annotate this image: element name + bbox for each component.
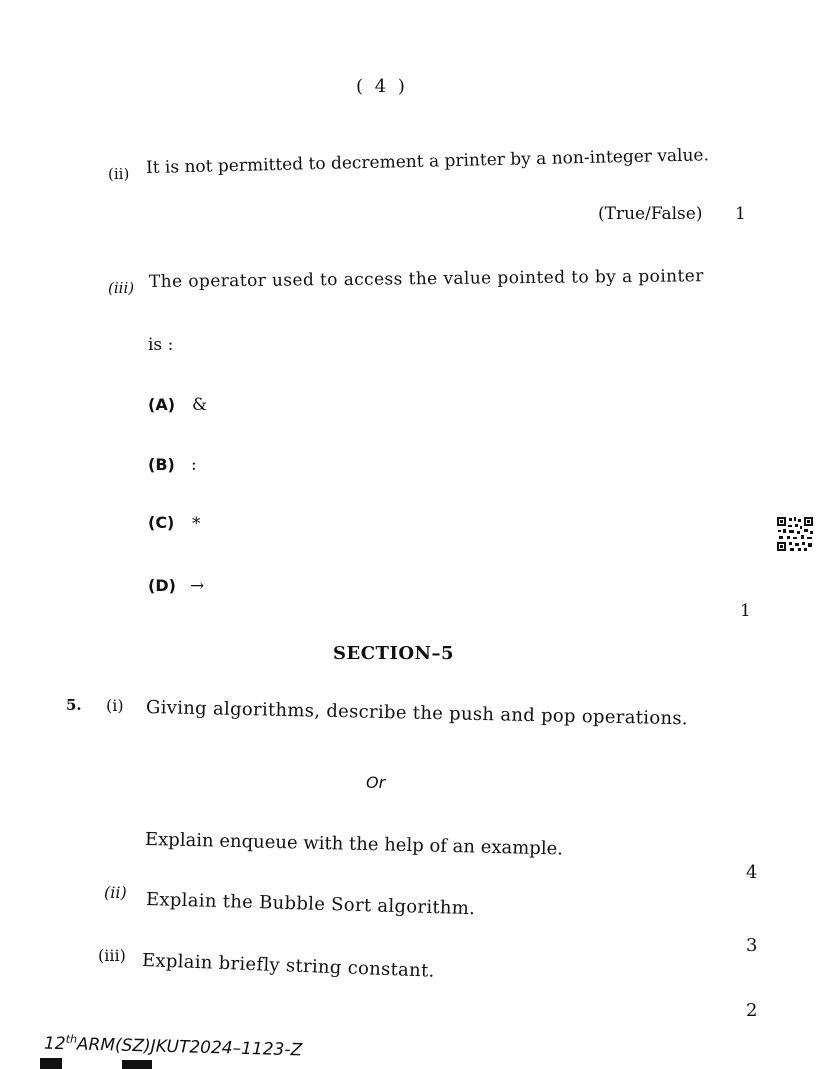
question-5-iii-text: Explain briefly string constant. — [141, 950, 435, 982]
question-5-ii-number: (ii) — [104, 883, 127, 902]
option-a-value: & — [192, 395, 208, 415]
question-5-i-number: (i) — [106, 696, 124, 715]
qr-code-icon — [776, 516, 814, 552]
scan-smudge — [122, 1060, 152, 1069]
or-separator: Or — [366, 773, 386, 792]
question-ii-hint: (True/False) — [598, 204, 703, 224]
option-c-label: (C) — [148, 513, 175, 532]
question-5-i-alt-text: Explain enqueue with the help of an example. — [144, 829, 564, 860]
paper-code-sup: th — [65, 1032, 78, 1046]
option-d-value: → — [190, 576, 205, 596]
paper-code — [44, 1033, 303, 1059]
option-b-value: : — [191, 455, 197, 475]
question-iii-number: (iii) — [108, 279, 135, 297]
question-5-iii-number: (iii) — [98, 946, 126, 965]
option-d-label: (D) — [148, 576, 176, 595]
page-number: ( 4 ) — [356, 76, 408, 97]
option-a-label: (A) — [148, 395, 176, 414]
question-5-i-text: Giving algorithms, describe the push and pop operations. — [145, 697, 689, 730]
question-iii-text: The operator used to access the value pointed to by a pointer — [148, 266, 704, 292]
option-b-label: (B) — [148, 455, 175, 474]
question-iii-text-cont: is : — [148, 335, 174, 355]
question-iii-marks: 1 — [740, 601, 751, 621]
question-5-iii-marks: 2 — [746, 1000, 758, 1021]
question-5-number: 5. — [66, 696, 82, 714]
question-5-i-marks: 4 — [746, 862, 758, 883]
question-5-ii-text: Explain the Bubble Sort algorithm. — [145, 889, 476, 920]
question-ii-number: (ii) — [108, 165, 130, 183]
paper-code-prefix: 12 — [43, 1033, 66, 1055]
option-c-value: * — [192, 514, 201, 534]
paper-code-rest: ARM(SZ)JKUT2024–1123-Z — [76, 1034, 303, 1061]
scan-smudge — [40, 1058, 62, 1069]
section-title: SECTION–5 — [333, 643, 455, 664]
question-ii-marks: 1 — [735, 204, 746, 224]
question-5-ii-marks: 3 — [746, 935, 758, 956]
question-ii-text: It is not permitted to decrement a printer by a non-integer value. — [145, 145, 710, 178]
